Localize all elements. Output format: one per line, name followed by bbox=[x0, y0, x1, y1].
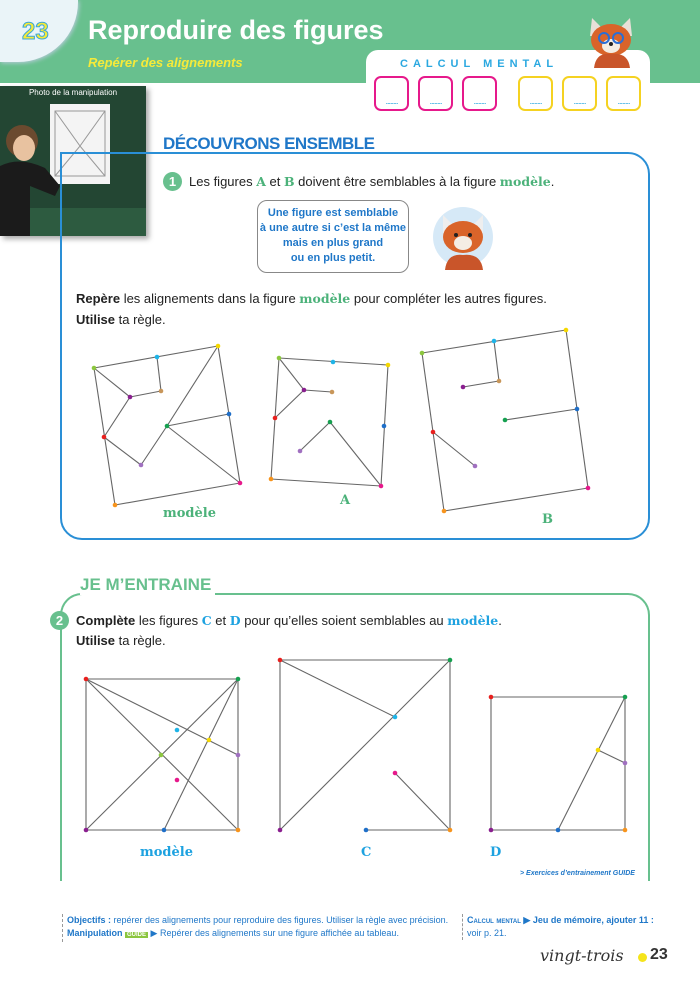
photo-caption: Photo de la manipulation bbox=[28, 88, 118, 97]
figure-ref: modèle bbox=[299, 291, 351, 306]
point bbox=[159, 753, 164, 758]
page-dot bbox=[638, 953, 647, 962]
point bbox=[277, 356, 282, 361]
guide-tag: GUIDE bbox=[127, 932, 147, 938]
point bbox=[382, 424, 387, 429]
point bbox=[364, 828, 369, 833]
exercise-number-badge: 2 bbox=[50, 611, 69, 630]
segment bbox=[494, 341, 499, 381]
segment bbox=[395, 773, 450, 830]
page-number-words: vingt-trois bbox=[540, 946, 624, 965]
point bbox=[175, 728, 180, 733]
text: repérer des alignements pour reproduire des figures. Utiliser la règle avec précision. bbox=[111, 915, 449, 925]
segment bbox=[164, 679, 238, 830]
point bbox=[175, 778, 180, 783]
figure-label-model: modèle bbox=[140, 845, 193, 860]
segment bbox=[598, 750, 625, 763]
point bbox=[113, 503, 118, 508]
answer-box[interactable]: ........ bbox=[606, 76, 641, 111]
point bbox=[84, 677, 89, 682]
figure-model-1 bbox=[92, 344, 243, 508]
segment bbox=[304, 390, 332, 392]
figure-ref: D bbox=[229, 613, 241, 628]
point bbox=[165, 424, 170, 429]
bubble-line: à une autre si c’est la même bbox=[259, 222, 407, 234]
text: Repère bbox=[76, 291, 121, 306]
footer-calcul-mental bbox=[462, 914, 662, 940]
exercise-number-badge: 1 bbox=[163, 172, 182, 191]
lesson-number: 23 bbox=[22, 18, 49, 45]
answer-box[interactable]: ........ bbox=[562, 76, 597, 111]
figure-label-b: B bbox=[542, 512, 553, 527]
point bbox=[128, 395, 133, 400]
point bbox=[330, 390, 335, 395]
segment bbox=[94, 368, 130, 397]
point bbox=[586, 486, 591, 491]
segment bbox=[271, 479, 381, 486]
guide-exercises-link[interactable]: > Exercices d’entrainement GUIDE bbox=[520, 870, 635, 877]
text: Les figures bbox=[189, 174, 257, 189]
text: et bbox=[211, 613, 230, 628]
figure-ref: B bbox=[283, 174, 295, 189]
page-number: 23 bbox=[650, 946, 668, 963]
answer-box[interactable]: ........ bbox=[518, 76, 553, 111]
figure-ref: C bbox=[201, 613, 212, 628]
point bbox=[393, 715, 398, 720]
answer-box[interactable]: ........ bbox=[418, 76, 453, 111]
figure-label-d: D bbox=[490, 845, 502, 860]
text: ▶ Repérer des alignements sur une figure affichée au tableau. bbox=[148, 928, 399, 938]
point bbox=[278, 658, 283, 663]
segment bbox=[167, 426, 240, 483]
point bbox=[623, 695, 628, 700]
text: Calcul mental bbox=[467, 915, 521, 925]
point bbox=[623, 828, 628, 833]
point bbox=[473, 464, 478, 469]
figure-ref: A bbox=[256, 174, 266, 189]
text: pour qu’elles soient semblables au bbox=[240, 613, 448, 628]
segment bbox=[279, 358, 304, 390]
point bbox=[489, 828, 494, 833]
answer-box[interactable]: ........ bbox=[462, 76, 497, 111]
point bbox=[393, 771, 398, 776]
section-heading-practice: JE M’ENTRAINE bbox=[80, 575, 215, 595]
segment bbox=[433, 432, 475, 466]
text: . bbox=[498, 613, 502, 628]
point bbox=[431, 430, 436, 435]
text: Utilise bbox=[76, 633, 116, 648]
text: et bbox=[265, 174, 284, 189]
point bbox=[575, 407, 580, 412]
segment bbox=[115, 483, 240, 505]
point bbox=[596, 748, 601, 753]
figure-model-2 bbox=[84, 677, 241, 833]
text: les alignements dans la figure bbox=[120, 291, 300, 306]
segment bbox=[275, 390, 304, 418]
figure-c bbox=[278, 658, 453, 833]
point bbox=[448, 828, 453, 833]
segment bbox=[167, 414, 229, 426]
segment bbox=[104, 437, 141, 465]
point bbox=[273, 416, 278, 421]
segment bbox=[300, 422, 330, 451]
point bbox=[155, 355, 160, 360]
point bbox=[298, 449, 303, 454]
point bbox=[442, 509, 447, 514]
figure-b bbox=[420, 328, 591, 514]
point bbox=[302, 388, 307, 393]
page-title: Reproduire des figures bbox=[88, 15, 384, 45]
figure-ref: modèle bbox=[499, 174, 551, 189]
point bbox=[207, 738, 212, 743]
segment bbox=[141, 426, 167, 465]
figure-ref: modèle bbox=[447, 613, 499, 628]
text: voir p. 21. bbox=[467, 928, 507, 938]
segment bbox=[280, 660, 395, 717]
segment bbox=[130, 391, 161, 397]
point bbox=[489, 695, 494, 700]
text: . bbox=[550, 174, 555, 189]
segment bbox=[505, 409, 577, 420]
point bbox=[623, 761, 628, 766]
point bbox=[92, 366, 97, 371]
figure-label-c: C bbox=[361, 845, 372, 860]
point bbox=[102, 435, 107, 440]
figure-label-model: modèle bbox=[163, 506, 216, 521]
segment bbox=[157, 357, 161, 391]
footer-objectives bbox=[62, 914, 454, 942]
point bbox=[236, 677, 241, 682]
page-subtitle: Repérer des alignements bbox=[88, 55, 243, 70]
point bbox=[556, 828, 561, 833]
text: Utilise bbox=[76, 312, 116, 327]
bubble-line: mais en plus grand bbox=[282, 237, 384, 249]
segment bbox=[104, 397, 130, 437]
section-heading-discover: DÉCOUVRONS ENSEMBLE bbox=[163, 134, 375, 153]
point bbox=[420, 351, 425, 356]
segment bbox=[463, 381, 499, 387]
point bbox=[238, 481, 243, 486]
bubble-line: ou en plus petit. bbox=[290, 252, 376, 264]
point bbox=[328, 420, 333, 425]
figure-a bbox=[269, 356, 391, 489]
point bbox=[503, 418, 508, 423]
figure-label-a: A bbox=[340, 493, 351, 508]
text: les figures bbox=[135, 613, 202, 628]
point bbox=[227, 412, 232, 417]
text: ▶ Jeu de mémoire, ajouter 11 : bbox=[520, 915, 654, 925]
point bbox=[216, 344, 221, 349]
point bbox=[84, 828, 89, 833]
figure-d bbox=[489, 695, 628, 833]
point bbox=[278, 828, 283, 833]
segment bbox=[86, 679, 238, 755]
bubble-line: Une figure est semblable bbox=[267, 207, 399, 219]
point bbox=[159, 389, 164, 394]
segment bbox=[330, 422, 381, 486]
text: doivent être semblables à la figure bbox=[294, 174, 500, 189]
segment bbox=[444, 488, 588, 511]
point bbox=[162, 828, 167, 833]
point bbox=[236, 753, 241, 758]
point bbox=[139, 463, 144, 468]
segment bbox=[167, 346, 218, 426]
point bbox=[236, 828, 241, 833]
text: Manipulation bbox=[67, 928, 123, 938]
point bbox=[386, 363, 391, 368]
segment bbox=[280, 660, 450, 830]
segment bbox=[558, 697, 625, 830]
calcul-mental-label: CALCUL MENTAL bbox=[400, 58, 559, 70]
text: ta règle. bbox=[115, 633, 166, 648]
text: Objectifs : bbox=[67, 915, 112, 925]
point bbox=[497, 379, 502, 384]
point bbox=[331, 360, 336, 365]
text: Complète bbox=[76, 613, 136, 628]
point bbox=[461, 385, 466, 390]
point bbox=[492, 339, 497, 344]
text: pour compléter les autres figures. bbox=[350, 291, 547, 306]
point bbox=[379, 484, 384, 489]
text: ta règle. bbox=[115, 312, 166, 327]
answer-box[interactable]: ........ bbox=[374, 76, 409, 111]
point bbox=[448, 658, 453, 663]
point bbox=[269, 477, 274, 482]
point bbox=[564, 328, 569, 333]
